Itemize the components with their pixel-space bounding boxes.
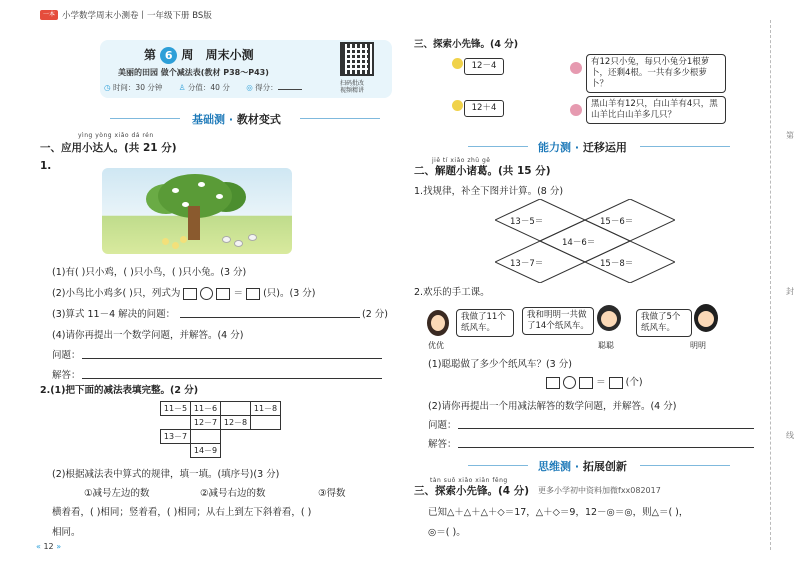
speech-kid-3: 我做了5个纸风车。	[636, 309, 692, 337]
answer-line[interactable]	[82, 378, 382, 379]
answer-line[interactable]	[458, 447, 754, 448]
cut-line	[770, 20, 771, 550]
subtraction-table	[160, 401, 281, 458]
qr-caption: 扫码批改 视频精讲	[340, 80, 365, 94]
section-title-thinking: 思维测 · 拓展创新	[538, 460, 627, 473]
table-cell	[161, 416, 191, 430]
table-cell: 13－7	[161, 430, 191, 444]
table-cell[interactable]	[221, 402, 251, 416]
qr-code[interactable]	[340, 42, 374, 76]
table-cell: 11－8	[251, 402, 281, 416]
margin-label: 线	[786, 431, 794, 440]
table-cell: 11－5	[161, 402, 191, 416]
explore-line-2: ◎＝( )。	[428, 527, 466, 538]
q2-2: (2)根据减法表中算式的规律，填一填。(填序号)(3 分)	[52, 469, 280, 480]
ask-label: 问题：	[52, 350, 81, 361]
week-suffix: 周	[181, 48, 194, 62]
bee-icon	[452, 58, 463, 69]
q1-3-score: (2 分)	[362, 309, 388, 320]
flower-icon	[570, 62, 582, 74]
expression-box-1[interactable]: 12－4	[464, 58, 504, 75]
q2-1: 2.(1)把下面的减法表填完整。(2 分)	[40, 385, 199, 396]
q2-2-1-equation: ＝ (个)	[546, 374, 643, 389]
score-got: 得分：	[255, 83, 278, 92]
time-limit: 时间：30 分钟	[112, 83, 163, 92]
q1-4: (4)请你再提出一个数学问题，并解答。(4 分)	[52, 330, 244, 341]
kid-2-name: 聪聪	[598, 341, 614, 350]
ask-line[interactable]	[458, 428, 754, 429]
table-cell	[251, 430, 281, 444]
flower-icon	[570, 104, 582, 116]
q1-1: (1)有( )只小鸡，( )只小鸟，( )只小兔。(3 分)	[52, 267, 247, 278]
table-cell	[221, 444, 251, 458]
watermark-text: 更多小学初中资料加微fxx082017	[538, 486, 661, 495]
speech-kid-1: 我做了11个纸风车。	[456, 309, 514, 337]
week-prefix: 第	[144, 48, 157, 62]
section-title-basic: 基础测 · 教材变式	[192, 113, 281, 126]
week-number: 6	[160, 47, 177, 64]
table-cell: 12－8	[221, 416, 251, 430]
grid-expr-br[interactable]: 15－8＝	[600, 259, 634, 269]
section-rule-right	[640, 146, 730, 147]
grid-expr-bl[interactable]: 13－7＝	[510, 259, 544, 269]
answer-box[interactable]	[546, 377, 560, 389]
section-rule-right	[640, 465, 730, 466]
grid-expr-mid[interactable]: 14－6＝	[562, 238, 596, 248]
q2-2: 2.欢乐的手工课。	[414, 287, 490, 298]
q2-2-2: (2)请你再提出一个用减法解答的数学问题，并解答。(4 分)	[428, 401, 677, 412]
pattern-line-b: 相同。	[52, 527, 81, 538]
speech-kid-2: 我和明明一共做了14个纸风车。	[522, 307, 594, 335]
bee-icon	[452, 100, 463, 111]
answer-label: 解答：	[428, 439, 457, 450]
kid-1-name: 优优	[428, 341, 444, 350]
page-title: 周末小测	[205, 48, 254, 62]
banner-title	[144, 46, 254, 64]
q1-3: (3)算式 11－4 解决的问题：	[52, 309, 176, 320]
answer-box[interactable]	[246, 288, 260, 300]
q1-3-answer-line[interactable]	[180, 317, 360, 318]
ask-label: 问题：	[428, 420, 457, 431]
section-rule-left	[468, 465, 528, 466]
banner-info-row	[104, 82, 302, 93]
margin-label: 封	[786, 287, 794, 296]
margin-label: 第	[786, 131, 794, 140]
q3-explore-title: 三、探索小先锋。(4 分)	[414, 485, 530, 497]
answer-label: 解答：	[52, 370, 81, 381]
problem-box-2[interactable]: 黑山羊有12只，白山羊有4只，黑山羊比白山羊多几只？	[586, 96, 726, 124]
ask-line[interactable]	[82, 358, 382, 359]
q2-pinyin: jiě tí xiǎo zhū gě	[432, 157, 491, 164]
table-cell	[221, 430, 251, 444]
q2-1: 1.找规律，补全下图并计算。(8 分)	[414, 186, 564, 197]
clock-icon: ◷	[104, 83, 111, 92]
banner-subtitle: 美丽的田园 做个减法表(教材 P38～P43)	[118, 68, 269, 77]
section-rule-left	[110, 118, 180, 119]
table-cell: 14－9	[191, 444, 221, 458]
score-total: 分值：40 分	[187, 83, 230, 92]
table-cell[interactable]	[191, 430, 221, 444]
problem-box-1[interactable]: 有12只小兔，每只小兔分1根萝卜，还剩4根。一共有多少根萝卜？	[586, 54, 726, 93]
tree-animals-illustration	[102, 168, 292, 254]
person-icon: ♙	[178, 83, 186, 92]
q1-number: 1.	[40, 160, 52, 172]
answer-circle[interactable]	[563, 376, 576, 389]
option-3: ③得数	[318, 488, 346, 499]
table-cell	[161, 444, 191, 458]
table-cell	[251, 444, 281, 458]
q2-2-1: (1)聪聪做了多少个纸风车？(3 分)	[428, 359, 572, 370]
answer-box[interactable]	[183, 288, 197, 300]
section-rule-left	[468, 146, 528, 147]
section-rule-right	[300, 118, 380, 119]
page-number: « 12 »	[36, 542, 62, 551]
target-icon: ◎	[246, 83, 253, 92]
explore-line-1: 已知△＋△＋△＋◇＝17，△＋◇＝9，12－◎＝◎，则△＝( )，	[428, 507, 689, 518]
expression-box-2[interactable]: 12＋4	[464, 100, 504, 117]
kid-3-name: 明明	[690, 341, 706, 350]
q3-pinyin: tàn suǒ xiǎo xiān fēng	[430, 477, 508, 484]
option-1: ①减号左边的数	[84, 488, 150, 499]
table-cell: 12－7	[191, 416, 221, 430]
grid-expr-tl[interactable]: 13－5＝	[510, 217, 544, 227]
pattern-line-a: 横着看，( )相同；竖着看，( )相同；从右上到左下斜着看，( )	[52, 507, 312, 518]
brand-badge: 一本	[40, 10, 58, 20]
answer-box[interactable]	[609, 377, 623, 389]
section-title-ability: 能力测 · 迁移运用	[538, 141, 627, 154]
grid-expr-tr[interactable]: 15－6＝	[600, 217, 634, 227]
q2-title: 二、解题小诸葛。(共 15 分)	[414, 165, 551, 177]
q1-2: (2)小鸟比小鸡多( )只，列式为 ＝ (只)。(3 分)	[52, 288, 316, 299]
table-cell[interactable]	[251, 416, 281, 430]
q3-title: 三、探索小先锋。(4 分)	[414, 39, 519, 50]
q1-pinyin: yìng yòng xiǎo dá rén	[78, 132, 154, 139]
option-2: ②减号右边的数	[200, 488, 266, 499]
brand-text: 小学数学周末小测卷丨一年级下册 BS版	[62, 11, 212, 21]
q1-title: 一、应用小达人。(共 21 分)	[40, 142, 177, 154]
answer-circle[interactable]	[200, 287, 213, 300]
answer-box[interactable]	[579, 377, 593, 389]
table-cell: 11－6	[191, 402, 221, 416]
answer-box[interactable]	[216, 288, 230, 300]
